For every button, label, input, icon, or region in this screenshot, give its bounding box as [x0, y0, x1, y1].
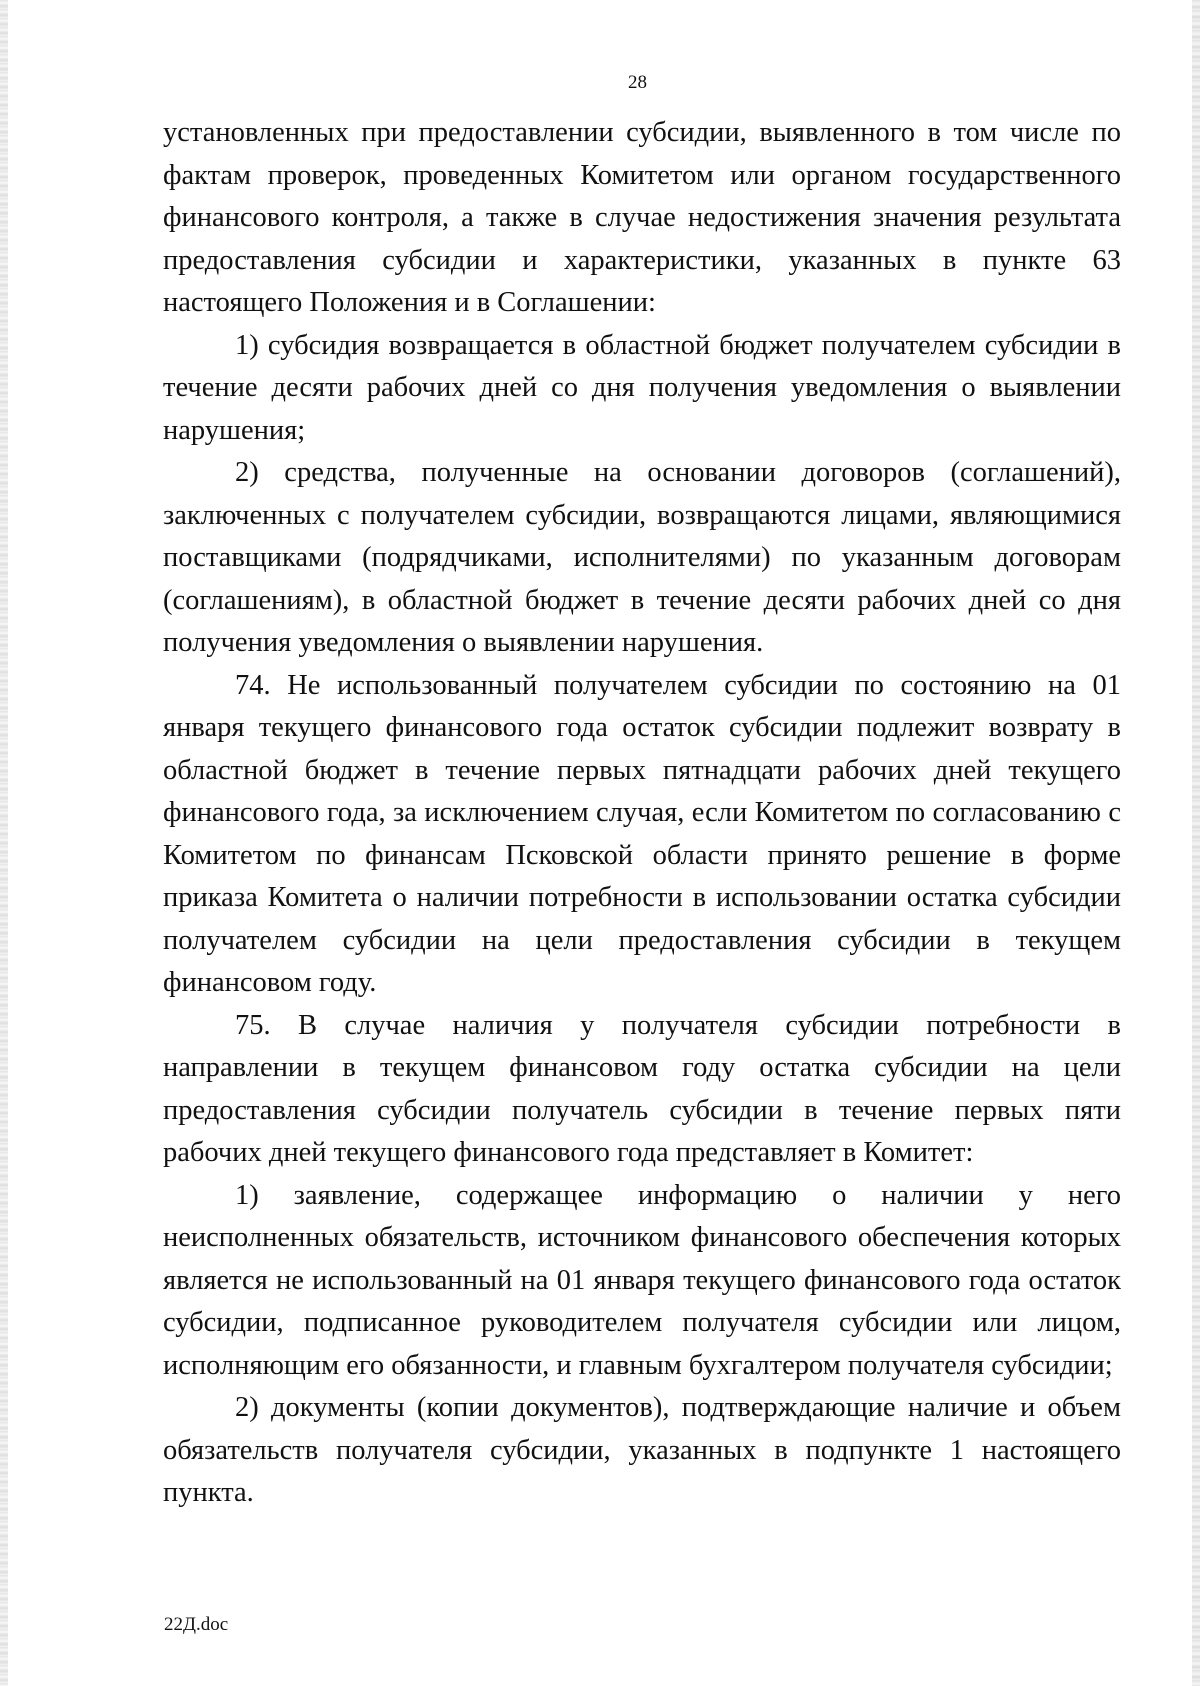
scan-edge-left	[0, 0, 8, 1686]
paragraph-74: 74. Не использованный получателем субсидии по состоянию на 01 января текущего финансового года остаток субсидии подлежит возврату в областной бюджет в течение первых пятнадцати рабочих дней текущего финансового года, за исключением случая, если Комитетом по согласованию с Комитетом по финансам Псковской области принято решение в форме приказа Комитета о наличии потребности в использовании остатка субсидии получателем субсидии на цели предоставления субсидии в текущем финансовом году.	[163, 669, 1121, 998]
paragraph-subitem-2: 2) средства, полученные на основании договоров (соглашений), заключенных с получателем субсидии, возвращаются лицами, являющимися поставщиками (подрядчиками, исполнителями) по указанным договорам (соглашениям), в областной бюджет в течение десяти рабочих дней со дня получения уведомления о выявлении нарушения.	[163, 457, 1121, 658]
paragraph-75-subitem-1: 1) заявление, содержащее информацию о наличии у него неисполненных обязательств, источником финансового обеспечения которых является не использованный на 01 января текущего финансового года остаток субсидии, подписанное руководителем получателя субсидии или лицом, исполняющим его обязанности, и главным бухгалтером получателя субсидии;	[163, 1179, 1121, 1381]
scan-edge-right	[1192, 0, 1200, 1686]
page-number: 28	[628, 72, 647, 93]
document-body	[163, 112, 1121, 1515]
paragraph-subitem-1: 1) субсидия возвращается в областной бюджет получателем субсидии в течение десяти рабочих дней со дня получения уведомления о выявлении нарушения;	[163, 329, 1121, 446]
paragraph-75-subitem-2: 2) документы (копии документов), подтверждающие наличие и объем обязательств получателя субсидии, указанных в подпункте 1 настоящего пункта.	[163, 1392, 1121, 1508]
paragraph-continuation: установленных при предоставлении субсидии, выявленного в том числе по фактам проверок, проведенных Комитетом или органом государственного финансового контроля, а также в случае недостижения значения результата предоставления субсидии и характеристики, указанных в пункте 63 настоящего Положения и в Соглашении:	[163, 117, 1121, 318]
footer-filename: 22Д.doc	[164, 1614, 229, 1635]
paragraph-75: 75. В случае наличия у получателя субсидии потребности в направлении в текущем финансовом году остатка субсидии на цели предоставления субсидии получатель субсидии в течение первых пяти рабочих дней текущего финансового года представляет в Комитет:	[163, 1009, 1121, 1168]
